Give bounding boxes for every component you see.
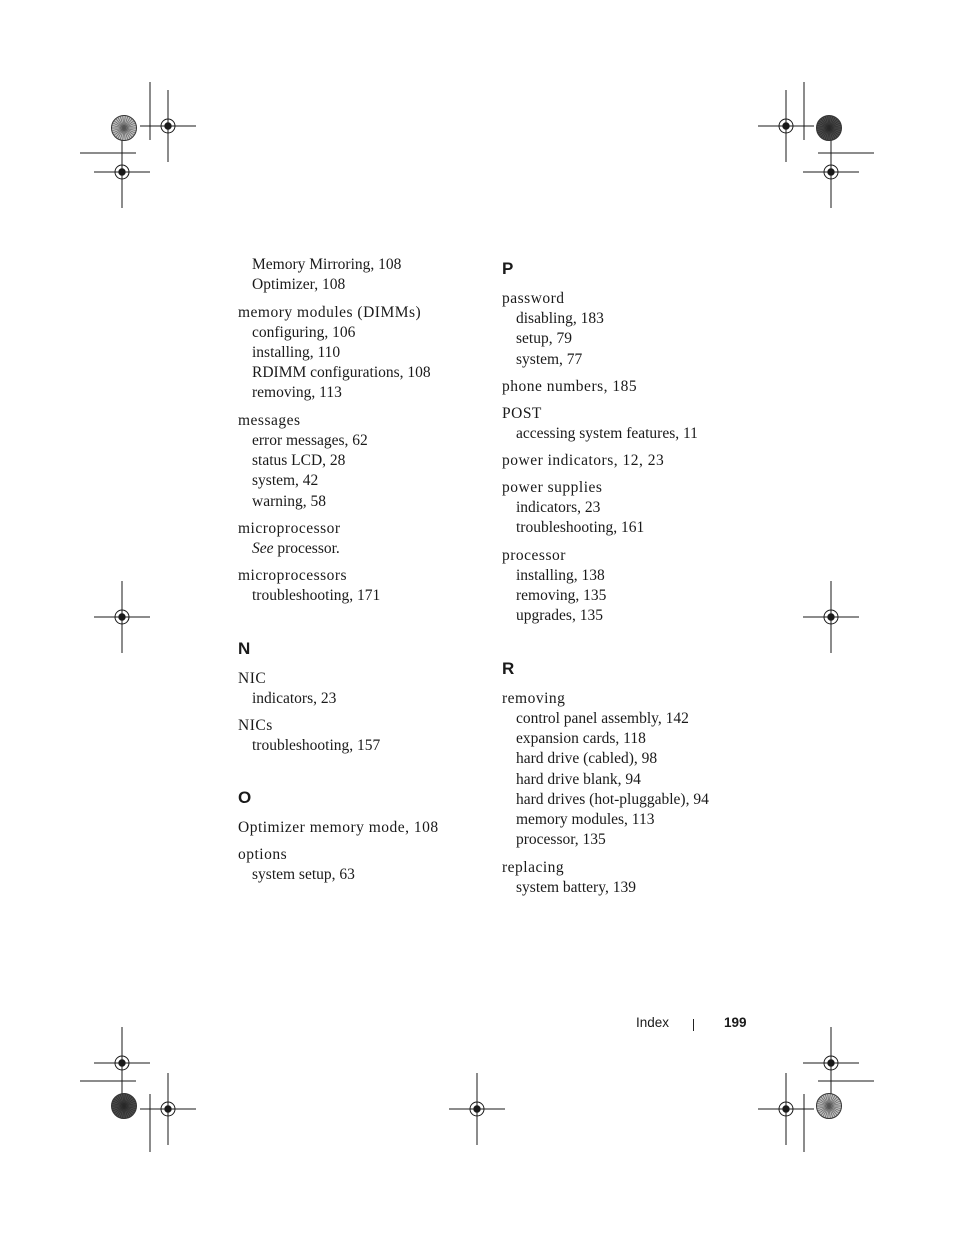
- registration-mark-icon: [758, 90, 814, 162]
- index-subentry: removing, 113: [252, 384, 342, 402]
- index-subentry: hard drive (cabled), 98: [516, 750, 658, 768]
- color-bar-starburst-icon: [817, 116, 842, 141]
- index-term: removing: [502, 689, 566, 707]
- registration-mark-icon: [94, 1027, 150, 1099]
- index-entry: [502, 450, 742, 471]
- index-entry: [502, 376, 742, 397]
- index-term: options: [238, 846, 288, 864]
- page-footer: [636, 1015, 748, 1035]
- index-entry: [502, 477, 742, 539]
- index-term: POST: [502, 404, 542, 422]
- index-letter-heading: R: [502, 658, 515, 678]
- index-subentry: system battery, 139: [516, 878, 636, 896]
- index-subentry: hard drives (hot-pluggable), 94: [516, 790, 709, 808]
- index-subentry: processor, 135: [516, 831, 606, 849]
- index-column-left: [238, 255, 473, 891]
- index-subentry: hard drive blank, 94: [516, 770, 641, 788]
- index-term: microprocessors: [238, 567, 348, 585]
- index-subentry: control panel assembly, 142: [516, 709, 689, 727]
- index-subentry: indicators, 23: [516, 499, 601, 517]
- index-entry: [238, 844, 473, 885]
- index-term: Optimizer memory mode, 108: [238, 819, 439, 837]
- index-subentry: error messages, 62: [252, 431, 368, 449]
- color-bar-starburst-icon: [112, 1094, 137, 1119]
- index-subentry: setup, 79: [516, 330, 572, 348]
- footer-section-label: Index: [636, 1015, 670, 1030]
- index-entry: [502, 403, 742, 444]
- index-term: power supplies: [502, 479, 603, 497]
- index-term: NICs: [238, 716, 273, 734]
- index-entry: [238, 565, 473, 606]
- index-subentry: Optimizer, 108: [252, 276, 346, 294]
- index-subentry: Memory Mirroring, 108: [252, 256, 402, 273]
- index-subentry: removing, 135: [516, 587, 607, 605]
- registration-mark-icon: [803, 136, 859, 208]
- index-subentry: installing, 138: [516, 566, 605, 584]
- index-term: replacing: [502, 858, 565, 876]
- footer-separator: [693, 1019, 694, 1031]
- index-entry: [238, 817, 473, 838]
- index-subentry: indicators, 23: [252, 689, 337, 707]
- index-entry: [502, 688, 742, 851]
- index-subentry: status LCD, 28: [252, 452, 346, 470]
- index-subentry: upgrades, 135: [516, 607, 603, 625]
- page-number: 199: [724, 1015, 747, 1030]
- index-subentry: warning, 58: [252, 492, 327, 510]
- index-subentry: memory modules, 113: [516, 811, 655, 829]
- index-entry: [502, 545, 742, 627]
- index-subentry: troubleshooting, 161: [516, 519, 645, 537]
- index-entry: [238, 518, 473, 559]
- index-entry: [238, 410, 473, 512]
- registration-mark-icon: [140, 1073, 196, 1145]
- color-bar-starburst-icon: [112, 116, 137, 141]
- registration-mark-icon: [449, 1073, 505, 1145]
- index-entry: [238, 302, 473, 404]
- index-subentry: [238, 539, 473, 559]
- registration-mark-icon: [758, 1073, 814, 1145]
- registration-mark-icon: [140, 90, 196, 162]
- index-subentry: system, 77: [516, 350, 583, 368]
- registration-mark-icon: [94, 581, 150, 653]
- index-term: password: [502, 290, 565, 307]
- index-subentry: disabling, 183: [516, 310, 604, 327]
- index-letter-heading: P: [502, 259, 514, 278]
- index-entry: [502, 857, 742, 898]
- index-entry-continuation: [238, 255, 473, 296]
- index-term: power indicators, 12, 23: [502, 452, 665, 470]
- index-term: memory modules (DIMMs): [238, 303, 422, 321]
- cross-reference-target: processor.: [273, 539, 340, 557]
- index-subentry: system, 42: [252, 472, 319, 490]
- index-entry: [502, 288, 742, 370]
- color-bar-starburst-icon: [817, 1094, 842, 1119]
- registration-mark-icon: [803, 1027, 859, 1099]
- index-entry: [238, 668, 473, 709]
- index-term: microprocessor: [238, 519, 341, 537]
- index-term: NIC: [238, 669, 267, 687]
- index-subentry: accessing system features, 11: [516, 424, 698, 442]
- index-subentry: system setup, 63: [252, 866, 355, 884]
- index-letter-heading: O: [238, 788, 252, 808]
- cross-reference-see: See: [252, 539, 274, 557]
- index-term: phone numbers, 185: [502, 377, 638, 395]
- index-subentry: troubleshooting, 157: [252, 736, 381, 754]
- index-column-right: [502, 255, 742, 904]
- registration-mark-icon: [94, 136, 150, 208]
- index-subentry: troubleshooting, 171: [252, 587, 381, 605]
- index-subentry: installing, 110: [252, 343, 341, 361]
- index-entry: [238, 715, 473, 756]
- index-letter-heading: N: [238, 638, 251, 658]
- index-subentry: expansion cards, 118: [516, 729, 646, 747]
- index-subentry: RDIMM configurations, 108: [252, 364, 431, 382]
- index-term: processor: [502, 546, 566, 564]
- registration-mark-icon: [803, 581, 859, 653]
- index-subentry: configuring, 106: [252, 323, 356, 341]
- index-term: messages: [238, 411, 301, 429]
